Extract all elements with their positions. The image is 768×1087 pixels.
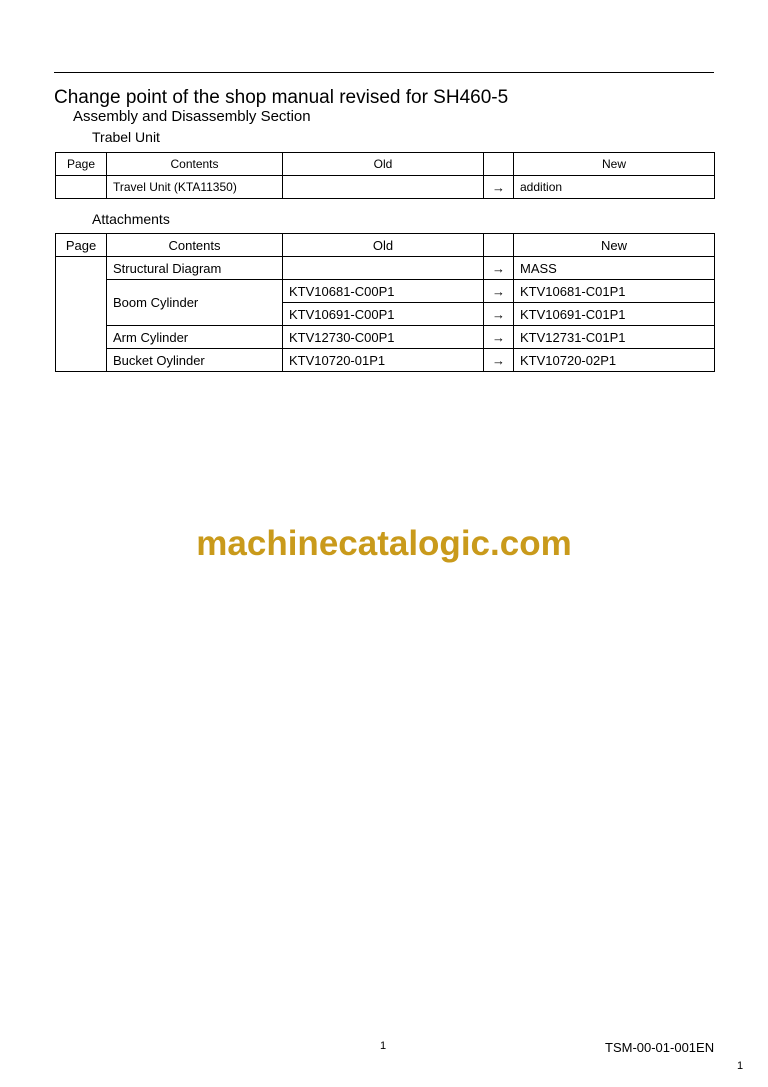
- cell-old: KTV10681-C00P1: [283, 280, 484, 303]
- top-rule: [54, 72, 714, 73]
- cell-contents: Travel Unit (KTA11350): [107, 176, 283, 199]
- section-heading: Assembly and Disassembly Section: [73, 108, 311, 125]
- page-number: 1: [380, 1040, 387, 1052]
- document-id: TSM-00-01-001EN: [605, 1040, 715, 1055]
- table-row: [56, 326, 715, 349]
- header-page: Page: [56, 153, 107, 176]
- travel-unit-table: [55, 152, 715, 199]
- header-arrow-blank: [484, 234, 514, 257]
- cell-page: [56, 176, 107, 199]
- cell-contents: Boom Cylinder: [107, 280, 283, 326]
- header-old: Old: [283, 234, 484, 257]
- header-page: Page: [56, 234, 107, 257]
- cell-old: [283, 257, 484, 280]
- arrow-icon: →: [484, 326, 514, 349]
- cell-contents: Arm Cylinder: [107, 326, 283, 349]
- attachments-table: [55, 233, 715, 372]
- cell-contents: Bucket Oylinder: [107, 349, 283, 372]
- cell-old: KTV10720-01P1: [283, 349, 484, 372]
- cell-old: [283, 176, 484, 199]
- travel-unit-heading: Trabel Unit: [92, 129, 160, 145]
- arrow-icon: →: [484, 280, 514, 303]
- table-row: [56, 257, 715, 280]
- header-old: Old: [283, 153, 484, 176]
- table-row: [56, 280, 715, 303]
- arrow-icon: →: [484, 349, 514, 372]
- arrow-icon: →: [484, 303, 514, 326]
- table-row: [56, 176, 715, 199]
- cell-page-merged: [56, 257, 107, 372]
- watermark: machinecatalogic.com: [196, 524, 572, 563]
- table-header-row: [56, 153, 715, 176]
- page-title: Change point of the shop manual revised for SH460-5: [54, 87, 509, 108]
- header-new: New: [514, 234, 715, 257]
- corner-page-number: 1: [737, 1060, 744, 1072]
- cell-contents: Structural Diagram: [107, 257, 283, 280]
- arrow-icon: →: [484, 257, 514, 280]
- cell-new: MASS: [514, 257, 715, 280]
- cell-old: KTV10691-C00P1: [283, 303, 484, 326]
- table-header-row: [56, 234, 715, 257]
- cell-new: KTV10681-C01P1: [514, 280, 715, 303]
- cell-old: KTV12730-C00P1: [283, 326, 484, 349]
- header-contents: Contents: [107, 153, 283, 176]
- header-arrow-blank: [484, 153, 514, 176]
- attachments-heading: Attachments: [92, 211, 170, 227]
- cell-new: KTV12731-C01P1: [514, 326, 715, 349]
- cell-new: addition: [514, 176, 715, 199]
- arrow-icon: →: [484, 176, 514, 199]
- header-new: New: [514, 153, 715, 176]
- cell-new: KTV10691-C01P1: [514, 303, 715, 326]
- cell-new: KTV10720-02P1: [514, 349, 715, 372]
- table-row: [56, 349, 715, 372]
- header-contents: Contents: [107, 234, 283, 257]
